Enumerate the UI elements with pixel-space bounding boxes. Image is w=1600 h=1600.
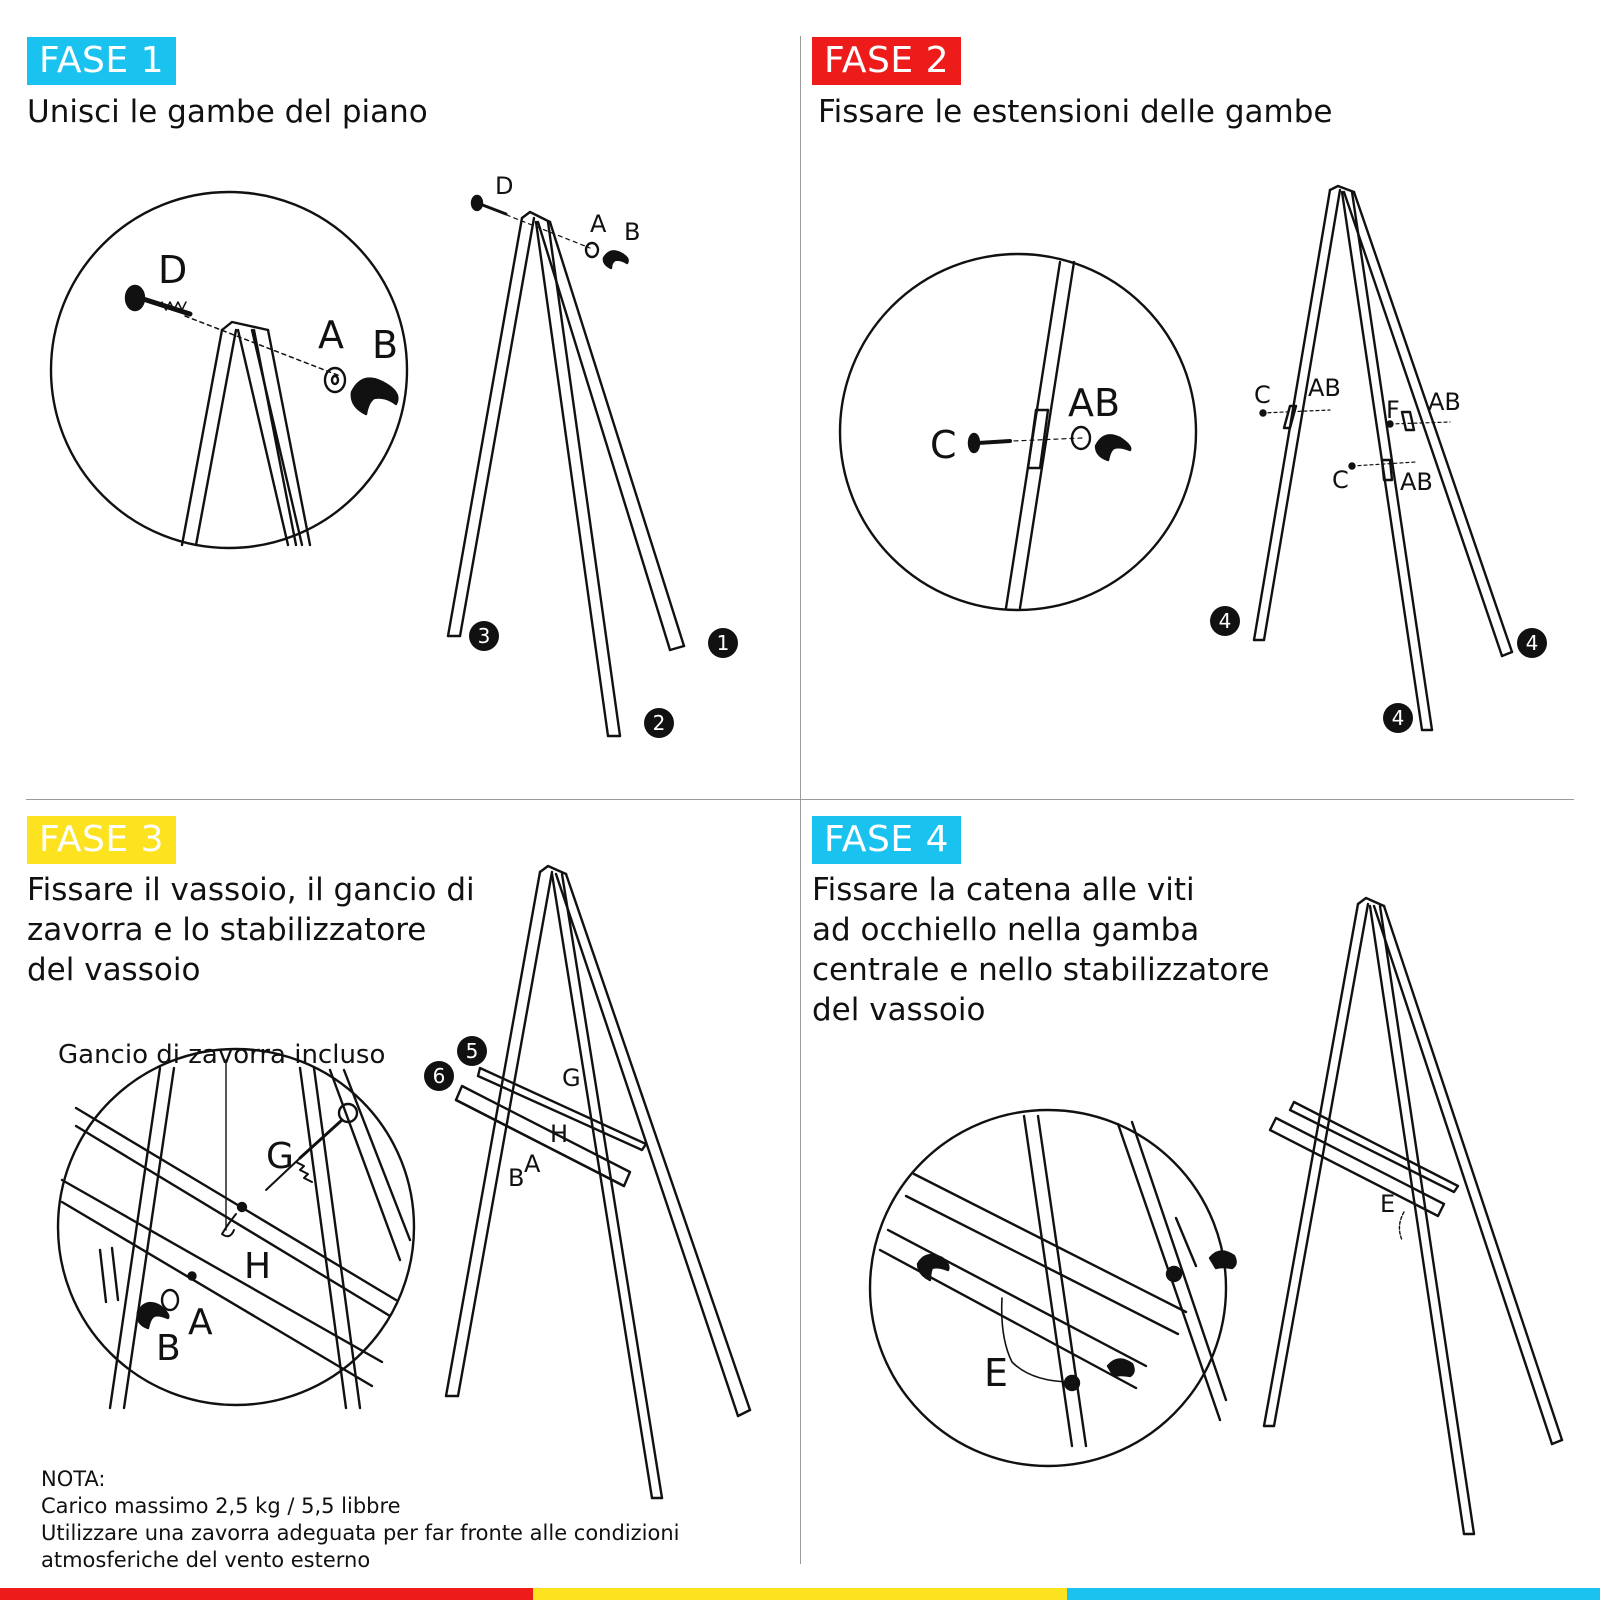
step-4-badge: FASE 4 (812, 816, 961, 864)
step-1-easel (448, 212, 684, 736)
step-1-title: Unisci le gambe del piano (27, 94, 428, 130)
label-b-small: B (508, 1164, 525, 1192)
svg-text:4: 4 (1391, 706, 1405, 730)
svg-text:3: 3 (477, 624, 491, 648)
svg-text:5: 5 (465, 1039, 479, 1063)
step-2-badge: FASE 2 (812, 37, 961, 85)
step-4-easel (1264, 898, 1562, 1534)
note-line: atmosferiche del vento esterno (41, 1548, 371, 1572)
step-3-title-line: del vassoio (27, 952, 201, 988)
leg-number-1 (708, 628, 738, 658)
note-block (41, 1466, 680, 1574)
svg-text:6: 6 (432, 1064, 446, 1088)
label-a: A (318, 313, 344, 357)
label-e: E (984, 1351, 1009, 1395)
svg-text:2: 2 (652, 711, 666, 735)
leg-number-3 (469, 621, 499, 651)
bottom-color-bar (0, 1588, 1600, 1600)
step-3-easel (446, 866, 750, 1498)
bottom-bar-cyan (1067, 1588, 1600, 1600)
label-h-small: H (550, 1120, 569, 1148)
step-2-zoom-circle (840, 254, 1196, 610)
bolt-c-icon (969, 434, 1010, 452)
leg-number-2 (644, 708, 674, 738)
svg-text:4: 4 (1525, 631, 1539, 655)
step-2-title: Fissare le estensioni delle gambe (818, 94, 1333, 130)
wing-nut-b-small-icon (604, 251, 628, 268)
step-4-title-line: centrale e nello stabilizzatore (812, 952, 1270, 988)
step-3-badge: FASE 3 (27, 816, 176, 864)
step-2-zoom-leg (1006, 262, 1074, 608)
number-badges (424, 606, 1547, 1091)
leg-number-4 (1210, 606, 1240, 636)
note-line: Utilizzare una zavorra adeguata per far fronte alle condizioni (41, 1521, 680, 1545)
svg-text:1: 1 (716, 631, 730, 655)
step-3-zoom-circle (58, 1049, 414, 1405)
label-d: D (158, 248, 188, 292)
svg-text:4: 4 (1218, 609, 1232, 633)
label-ab-small: AB (1400, 468, 1433, 496)
step-4-title-line: Fissare la catena alle viti (812, 872, 1195, 908)
label-g-small: G (562, 1064, 581, 1092)
step-4-title-line: del vassoio (812, 992, 986, 1028)
label-ab: AB (1068, 381, 1121, 425)
label-b: B (372, 323, 399, 367)
label-a-small: A (524, 1150, 541, 1178)
wing-nut-icon (1108, 1359, 1134, 1376)
label-b: B (156, 1328, 181, 1369)
label-f-small: F (1386, 396, 1400, 424)
washer-a-icon (325, 368, 345, 392)
label-e-small: E (1380, 1190, 1396, 1218)
label-ab-small: AB (1308, 374, 1341, 402)
bottom-bar-yellow (533, 1588, 1066, 1600)
bottom-bar-red (0, 1588, 533, 1600)
step-3-title-line: Fissare il vassoio, il gancio di (27, 872, 475, 908)
wing-nut-b-icon (352, 379, 398, 414)
step-4-title-line: ad occhiello nella gamba (812, 912, 1200, 948)
leg-number-4 (1517, 628, 1547, 658)
step-1-zoom-legs (182, 322, 310, 545)
label-g: G (266, 1136, 294, 1177)
wing-nut-icon (918, 1255, 948, 1280)
label-c-small: C (1332, 466, 1349, 494)
label-a: A (188, 1302, 213, 1343)
part-number-6 (424, 1061, 454, 1091)
wing-nut-b-icon (1096, 435, 1130, 460)
label-h: H (244, 1246, 272, 1287)
part-number-5 (457, 1036, 487, 1066)
note-line: Carico massimo 2,5 kg / 5,5 libbre (41, 1494, 401, 1518)
label-a-small: A (590, 210, 607, 238)
washer-a-icon (162, 1290, 178, 1310)
label-gancio: Gancio di zavorra incluso (58, 1040, 386, 1070)
label-b-small: B (624, 218, 641, 246)
label-ab-small: AB (1428, 388, 1461, 416)
wing-nut-icon (1210, 1251, 1236, 1268)
step-3-title-line: zavorra e lo stabilizzatore (27, 912, 427, 948)
leg-number-4 (1383, 703, 1413, 733)
step-1-badge: FASE 1 (27, 37, 176, 85)
note-heading: NOTA: (41, 1467, 106, 1491)
label-c: C (930, 423, 957, 467)
step-2-easel (1254, 186, 1512, 730)
washer-a-small-icon (586, 243, 598, 257)
label-c-small: C (1254, 381, 1271, 409)
label-d-small: D (495, 172, 514, 200)
